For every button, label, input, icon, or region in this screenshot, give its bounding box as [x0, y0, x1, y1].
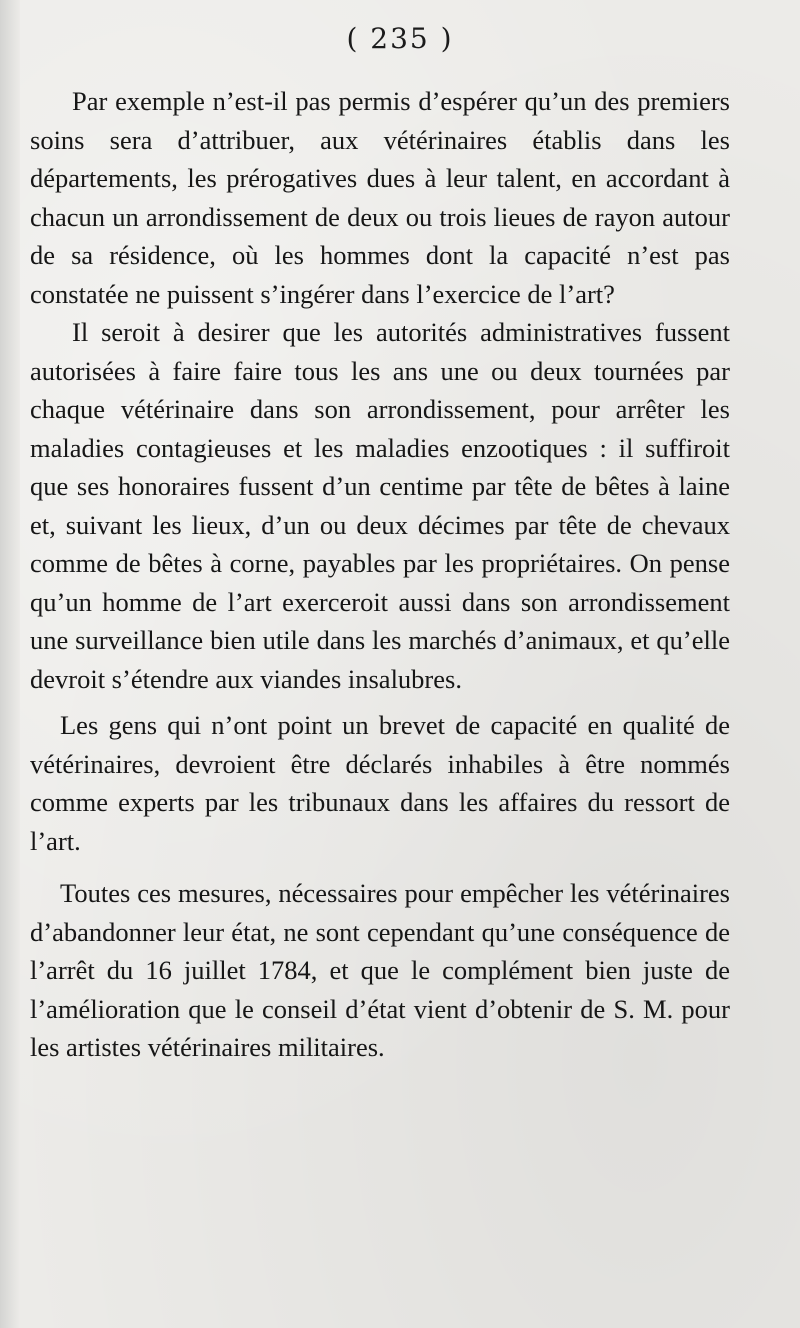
paragraph-2: Il seroit à desirer que les autorités administratives fussent autorisées à faire faire tous les ans une ou deux tournées par chaque vétérinaire dans son arrondissement, pour arrêter les maladies contagieuses et les maladies enzootiques : il suffiroit que ses honoraires fussent d’un centime par tête de bêtes à laine et, suivant les lieux, d’un ou deux décimes par tête de chevaux comme de bêtes à corne, payables par les propriétaires. On pense qu’un homme de l’art exerceroit aussi dans son arrondissement une surveillance bien utile dans les marchés d’animaux, et qu’elle devroit s’étendre aux viandes insalubres. — [30, 317, 730, 694]
paragraph-4: Toutes ces mesures, nécessaires pour empêcher les vétérinaires d’abandonner leur état, ne sont cependant qu’une conséquence de l’arrêt du 16 juillet 1784, et que le complément bien juste de l’amélioration que le conseil d’état vient d’obtenir de S. M. pour les artistes vétérinaires militaires. — [30, 878, 730, 1062]
paragraph-1: Par exemple n’est-il pas permis d’espérer qu’un des premiers soins sera d’attribuer, aux vétérinaires établis dans les départements, les prérogatives dues à leur talent, en accordant à chacun un arrondissement de deux ou trois lieues de rayon autour de sa résidence, où les hommes dont la capacité n’est pas constatée ne puissent s’ingérer dans l’exercice de l’art? — [30, 86, 730, 309]
paragraph-3: Les gens qui n’ont point un brevet de capacité en qualité de vétérinaires, devroient être déclarés inhabiles à être nommés comme experts par les tribunaux dans les affaires du ressort de l’art. — [30, 710, 730, 856]
page-number: ( 235 ) — [346, 22, 454, 55]
body-text — [30, 82, 730, 1067]
page-gutter — [0, 0, 20, 1328]
